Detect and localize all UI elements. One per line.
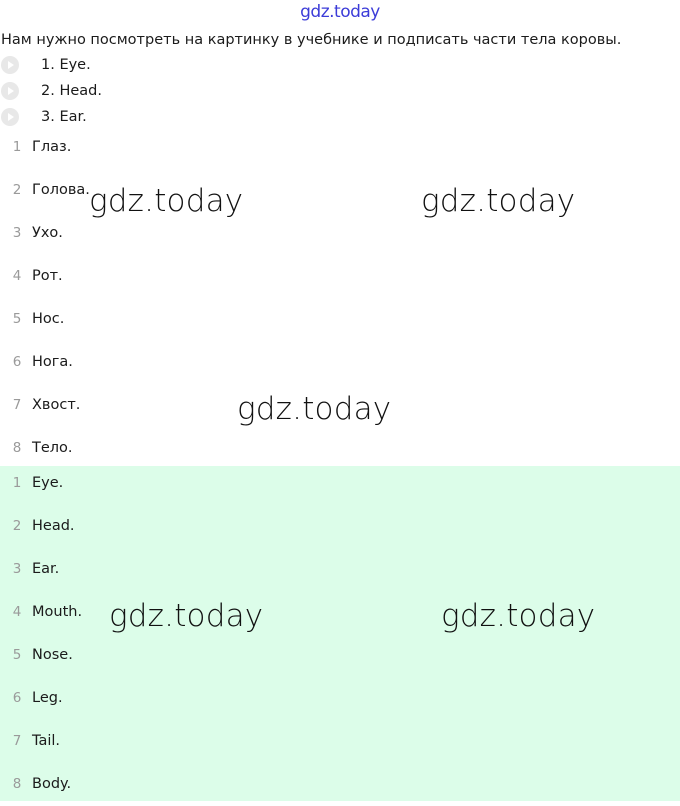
play-icon[interactable] (1, 82, 19, 100)
item-number: 7 (12, 733, 22, 749)
list-item (0, 354, 680, 384)
list-item (0, 561, 680, 591)
list-item (0, 690, 680, 720)
item-text: Глаз. (32, 139, 72, 155)
item-text: Head. (32, 518, 75, 534)
list-item (0, 776, 680, 806)
item-number: 8 (12, 776, 22, 792)
item-number: 7 (12, 397, 22, 413)
item-number: 5 (12, 311, 22, 327)
item-text: Eye. (32, 475, 64, 491)
item-text: Рот. (32, 268, 63, 284)
item-text: Нога. (32, 354, 73, 370)
item-number: 3 (12, 225, 22, 241)
item-number: 6 (12, 354, 22, 370)
watermark: gdz.today (89, 183, 244, 219)
item-text: Хвост. (32, 397, 81, 413)
play-icon[interactable] (1, 56, 19, 74)
list-item (0, 518, 680, 548)
item-number: 2 (12, 182, 22, 198)
task-instruction: Нам нужно посмотреть на картинку в учебнике и подписать части тела коровы. (1, 32, 622, 48)
item-text: Mouth. (32, 604, 83, 620)
item-number: 5 (12, 647, 22, 663)
item-text: Ухо. (32, 225, 63, 241)
list-item (0, 311, 680, 341)
play-icon[interactable] (1, 108, 19, 126)
item-text: Тело. (32, 440, 73, 456)
list-item (0, 647, 680, 677)
item-text: Голова. (32, 182, 90, 198)
watermark: gdz.today (237, 391, 392, 427)
audio-item[interactable] (0, 107, 300, 129)
item-number: 6 (12, 690, 22, 706)
item-number: 3 (12, 561, 22, 577)
list-item (0, 268, 680, 298)
item-number: 4 (12, 604, 22, 620)
item-text: Нос. (32, 311, 65, 327)
list-item (0, 139, 680, 169)
item-text: Body. (32, 776, 72, 792)
item-number: 8 (12, 440, 22, 456)
item-text: Leg. (32, 690, 63, 706)
list-item (0, 475, 680, 505)
audio-item[interactable] (0, 81, 300, 103)
watermark: gdz.today (441, 598, 596, 634)
item-text: Ear. (32, 561, 60, 577)
list-item (0, 733, 680, 763)
item-number: 2 (12, 518, 22, 534)
audio-label: 3. Ear. (41, 109, 87, 125)
watermark: gdz.today (421, 183, 576, 219)
item-number: 1 (12, 139, 22, 155)
list-item (0, 225, 680, 255)
item-text: Tail. (32, 733, 61, 749)
item-number: 4 (12, 268, 22, 284)
audio-label: 1. Eye. (41, 57, 91, 73)
watermark: gdz.today (109, 598, 264, 634)
item-number: 1 (12, 475, 22, 491)
audio-item[interactable] (0, 55, 300, 77)
item-text: Nose. (32, 647, 73, 663)
audio-label: 2. Head. (41, 83, 102, 99)
site-logo[interactable]: gdz.today (300, 2, 380, 22)
